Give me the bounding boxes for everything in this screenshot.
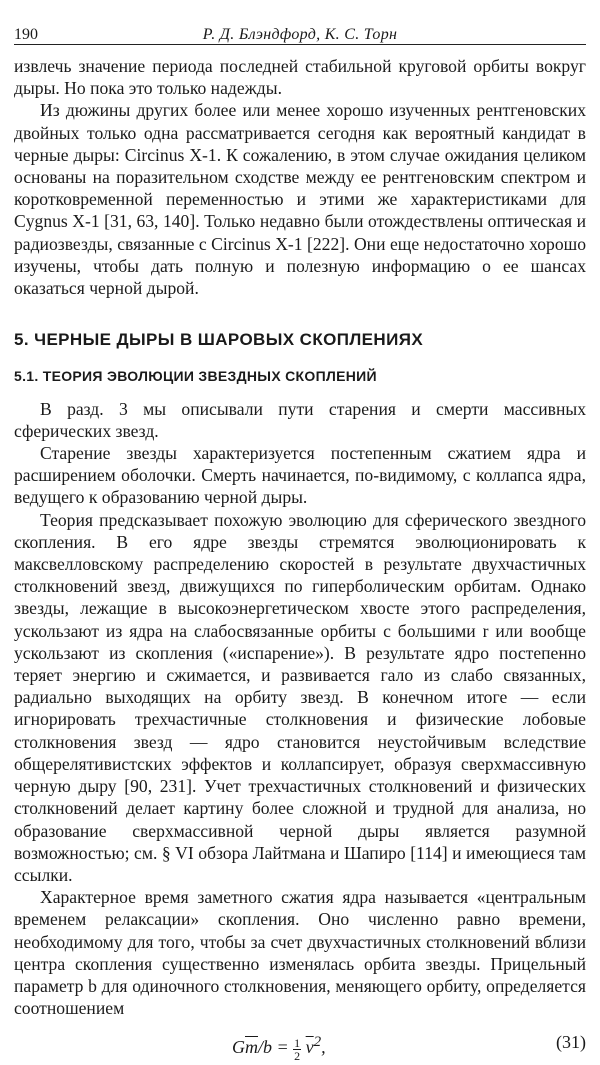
paragraph: В разд. 3 мы описывали пути старения и смерти массивных сферических звезд. [14,398,586,441]
fraction: $\frac{1}{2}$ [294,1035,301,1063]
paragraph: Характерное время заметного сжатия ядра называется «центральным временем релаксации» скопления. Оно численно равно времени, необходимому для того, чтобы за счет двухчастичных столкновений вблизи центра скопления существенно изменялась орбита звезды. Прицельный параметр b для одиночного столкновения, меняющего орбиту, определяется соотношением [14,887,586,1019]
paragraph: Старение звезды характеризуется постепенным сжатием ядра и расширением оболочки. Смерть начинается, по-видимому, с коллапса ядра, ведущего к образованию черной дыры. [14,443,586,508]
equation-31 [14,1025,586,1065]
equation-formula: $G\overline{m}/b$ = $\frac{1}{2}$ $\overline{v}^2$, [232,1034,326,1063]
paragraph: Из дюжины других более или менее хорошо изученных рентгеновских двойных только одна рассматривается сегодня как вероятный кандидат в черные дыры: Circinus X-1. К сожалению, в этом случае ожидания целиком основаны на поразительном сходстве между ее рентгеновским спектром и коротковременной переменностью и этими же характеристиками для Cygnus X-1 [31, 63, 140]. Только недавно были отождествлены оптическая и радиозвезды, связанные с Circinus X-1 [222]. Они еще недостаточно хорошо изучены, чтобы дать полную и полезную информацию о ее шансах оказаться черной дырой. [14,100,586,299]
section-title: 5. ЧЕРНЫЕ ДЫРЫ В ШАРОВЫХ СКОПЛЕНИЯХ [14,330,424,350]
page-header [14,14,586,45]
paragraph: извлечь значение периода последней стабильной круговой орбиты вокруг дыры. Но пока это только надежды. [14,56,586,99]
subsection-title: 5.1. ТЕОРИЯ ЭВОЛЮЦИИ ЗВЕЗДНЫХ СКОПЛЕНИЙ [14,368,377,385]
equation-number: (31) [556,1032,586,1053]
paragraph: Теория предсказывает похожую эволюцию для сферического звездного скопления. В его ядре звезды стремятся эволюционировать к максвелловскому распределению скоростей в результате двухчастичных столкновений звезд, движущихся по гиперболическим орбитам. Однако звезды, лежащие в высокоэнергетическом хвосте этого распределения, ускользают из ядра на слабосвязанные орбиты с большими r или вообще ускользают из скопления («испарение»). В результате ядро постепенно теряет энергию и сжимается, и развивается гало из слабо связанных, радиально выходящих на орбиту звезд. В конечном итоге — если игнорировать трехчастичные столкновения и физические лобовые столкновения звезд — ядро становится неустойчивым вследствие общерелятивистских эффектов и коллапсирует, образуя сверхмассивную черную дыру [90, 231]. Учет трехчастичных столкновений и физических столкновений делает картину более сложной и трудной для анализа, но образование сверхмассивной черной дыры является разумной возможностью; см. § VI обзора Лайтмана и Шапиро [114] и имеющиеся там ссылки. [14,509,586,885]
page [14,14,586,1065]
running-head: Р. Д. Блэндфорд, К. С. Торн [202,26,398,43]
page-number: 190 [14,26,38,43]
body-text [14,55,586,1065]
